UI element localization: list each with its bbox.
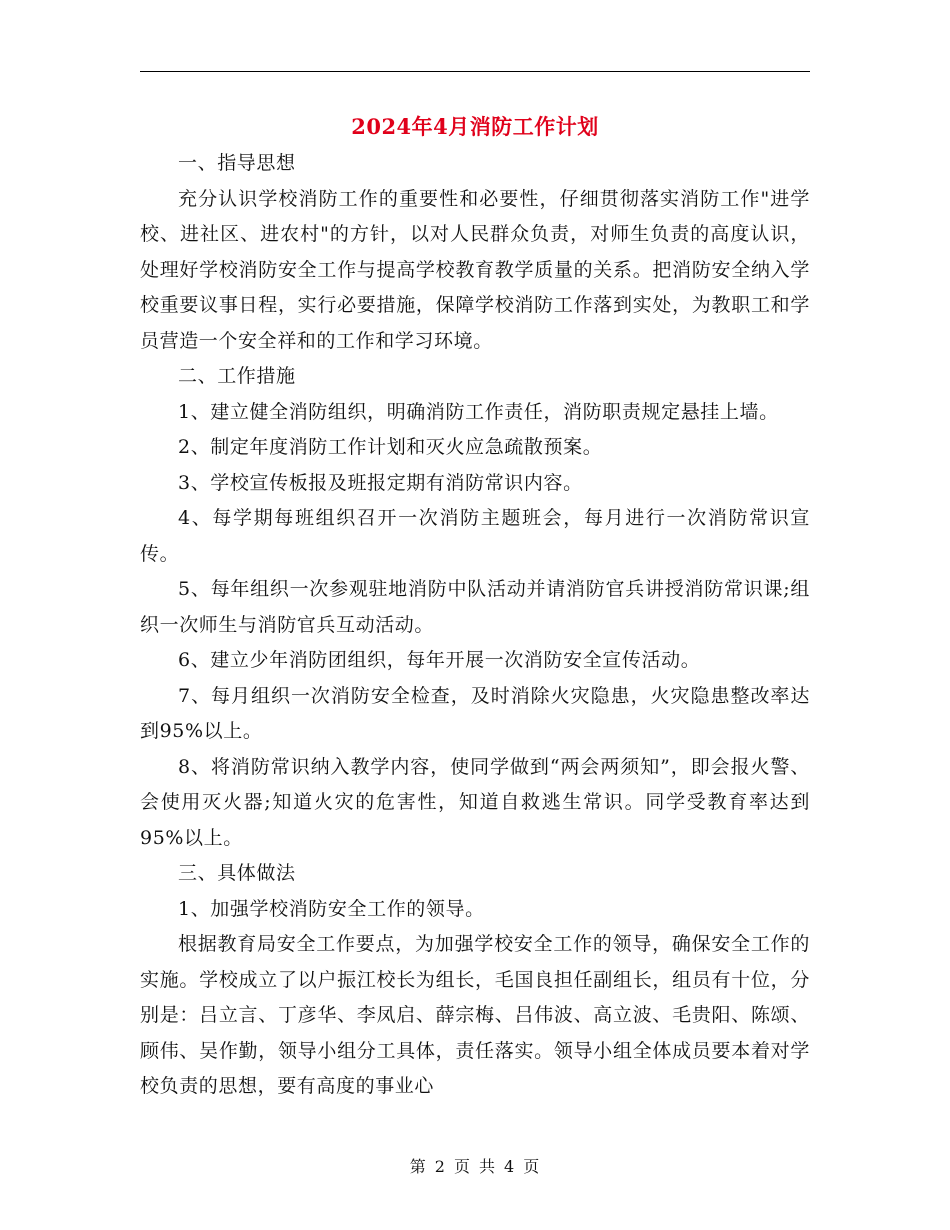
section-heading-specific-methods: 三、具体做法 xyxy=(178,862,296,884)
list-item: 5、每年组织一次参观驻地消防中队活动并请消防官兵讲授消防常识课;组织一次师生与消防官兵互动活动。 xyxy=(140,578,810,636)
footer-suffix: 页 xyxy=(523,1157,541,1176)
footer-current-page: 2 xyxy=(434,1157,446,1176)
footer-total-word: 共 xyxy=(479,1157,497,1176)
paragraph: 充分认识学校消防工作的重要性和必要性，仔细贯彻落实消防工作"进学校、进社区、进农村"的方针，以对人民群众负责，对师生负责的高度认识，处理好学校消防安全工作与提高学校教育教学质量的关系。把消防安全纳入学校重要议事日程，实行必要措施，保障学校消防工作落到实处，为教职工和学员营造一个安全祥和的工作和学习环境。 xyxy=(140,187,810,352)
section-heading-work-measures: 二、工作措施 xyxy=(178,365,296,387)
paragraph: 根据教育局安全工作要点，为加强学校安全工作的领导，确保安全工作的实施。学校成立了以户振江校长为组长，毛国良担任副组长，组员有十位，分别是：吕立言、丁彦华、李凤启、薛宗梅、吕伟波、高立波、毛贵阳、陈颂、顾伟、吴作勤，领导小组分工具体，责任落实。领导小组全体成员要本着对学校负责的思想，要有高度的事业心 xyxy=(140,933,810,1097)
list-item: 1、加强学校消防安全工作的领导。 xyxy=(178,897,485,920)
footer-page-word: 页 xyxy=(453,1157,471,1176)
list-item: 2、制定年度消防工作计划和灭火应急疏散预案。 xyxy=(178,436,603,458)
list-item: 6、建立少年消防团组织，每年开展一次消防安全宣传活动。 xyxy=(178,649,701,671)
header-rule xyxy=(140,71,810,72)
list-item: 7、每月组织一次消防安全检查，及时消除火灾隐患，火灾隐患整改率达到95%以上。 xyxy=(140,684,810,742)
list-item: 1、建立健全消防组织，明确消防工作责任，消防职责规定悬挂上墙。 xyxy=(178,400,779,423)
document-body xyxy=(140,146,810,1105)
list-item: 4、每学期每班组织召开一次消防主题班会，每月进行一次消防常识宣传。 xyxy=(140,507,810,565)
document-title: 2024年4月消防工作计划 xyxy=(351,114,599,139)
footer-total-pages: 4 xyxy=(504,1157,516,1176)
list-item: 3、学校宣传板报及班报定期有消防常识内容。 xyxy=(178,471,583,494)
list-item: 8、将消防常识纳入教学内容，使同学做到“两会两须知”，即会报火警、会使用灭火器;知道火灾的危害性，知道自救逃生常识。同学受教育率达到95%以上。 xyxy=(140,755,810,849)
page-footer xyxy=(0,1154,950,1177)
footer-prefix: 第 xyxy=(409,1157,427,1176)
section-heading-guiding-thought: 一、指导思想 xyxy=(178,152,296,174)
